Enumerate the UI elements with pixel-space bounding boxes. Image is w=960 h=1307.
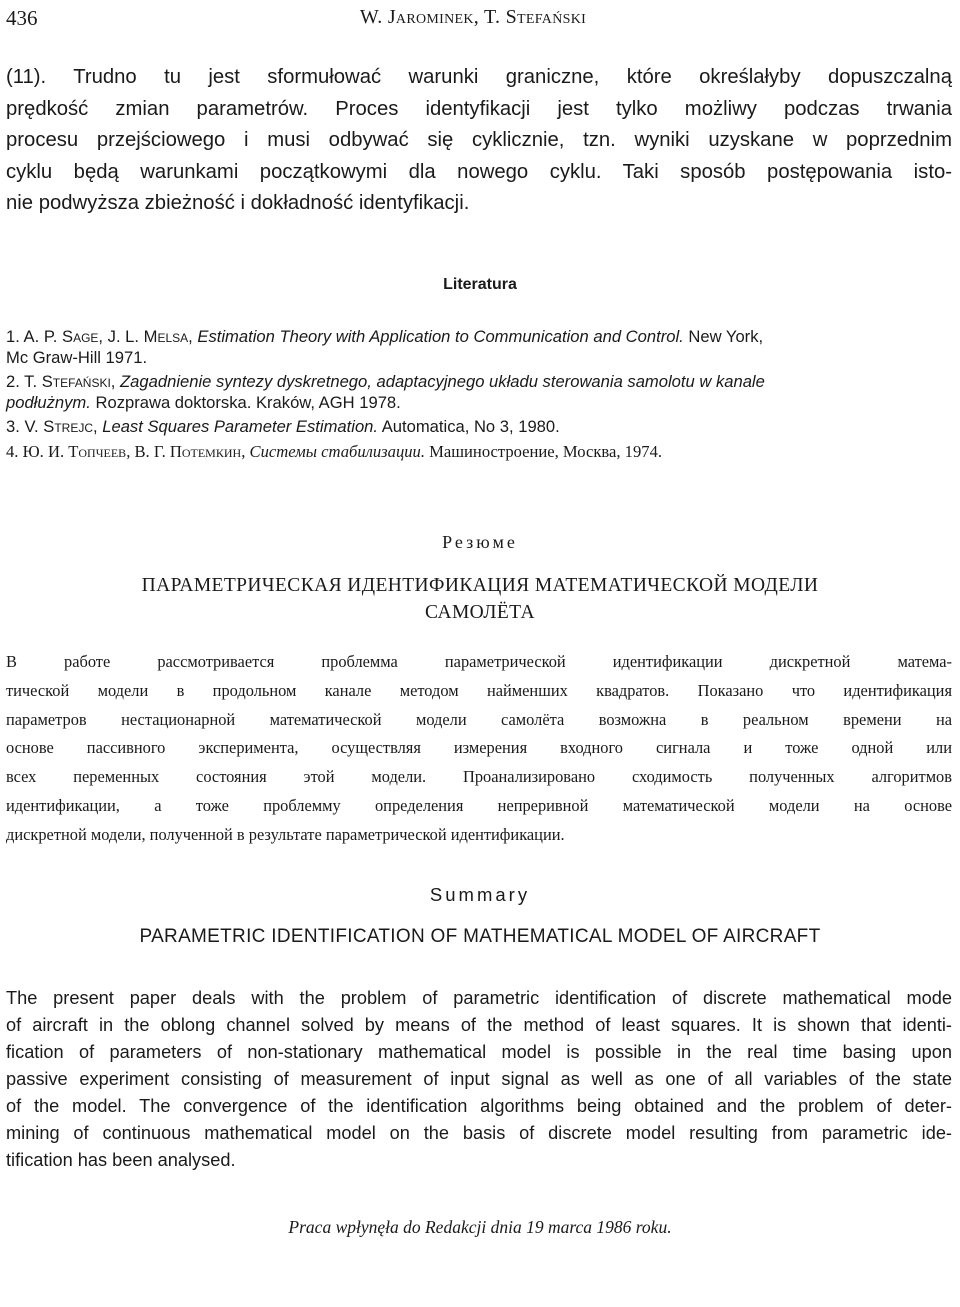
intro-line: cyklu będą warunkami początkowymi dla nowego cyklu. Taki sposób postępowania isto- [6,160,952,183]
resume-abstract [6,648,952,850]
reference-list [6,327,952,462]
intro-line: procesu przejściowego i musi odbywać się cyklicznie, tzn. wyniki uzyskane w poprzednim [6,129,952,151]
received-note: Praca wpłynęła do Redakcji dnia 19 marca 1986 roku. [288,1217,672,1237]
reference-item [6,372,952,413]
running-head: W. Jarominek, T. Stefański [359,6,587,28]
reference-separator: , [92,417,98,436]
summary-line: The present paper deals with the problem of parametric identification of discrete mathematical mode [6,988,952,1008]
reference-title: Системы стабилизации. [249,441,425,461]
summary-line: fication of parameters of non-stationary mathematical model is possible in the real time basing upon [6,1042,952,1062]
reference-item [6,442,952,463]
reference-continuation: Rozprawa doktorska. Kraków, AGH 1978. [95,392,401,412]
reference-author: Потемкин [169,441,242,461]
literatura-heading: Literatura [443,276,517,293]
reference-number: 4. [6,441,19,461]
resume-title [0,572,960,626]
intro-line: prędkość zmian parametrów. Proces identyfikacji jest tylko możliwy podczas trwania [6,97,952,120]
reference-title-continuation: podłużnym. [6,392,91,412]
summary-line: tification has been analysed. [6,1150,236,1170]
reference-separator: , [188,327,193,346]
resume-line: идентификации, а тоже проблемму определения непреривной математической модели на основе [6,795,952,815]
resume-line: тической модели в продольном канале методом найменших квадратов. Показано что идентификация [6,680,952,700]
intro-paragraph [6,62,952,220]
summary-line: passive experiment consisting of measurement of input signal as well as one of all variables of the state [6,1069,952,1089]
resume-line: дискретной модели, полученной в результате параметрической идентификации. [6,824,565,844]
summary-abstract [6,985,952,1174]
resume-line: параметров нестационарной математической модели самолёта возможна в реальном времени на [6,709,952,729]
summary-line: of the model. The convergence of the identification algorithms being obtained and the problem of deter- [6,1096,952,1116]
intro-line: (11). Trudno tu jest sformułować warunki graniczne, które określałyby dopuszczalną [6,66,952,88]
reference-author: Melsa [143,327,189,346]
resume-heading: Резюме [442,532,518,552]
reference-publisher: Машиностроение, Москва, 1974. [429,441,663,461]
reference-author: Strejc [43,417,93,436]
reference-continuation: Mc Graw-Hill 1971. [6,347,148,367]
reference-separator: , [110,372,116,391]
summary-line: of aircraft in the oblong channel solved by means of the method of least squares. It is shown that identi- [6,1015,952,1035]
page-header [6,6,940,36]
reference-title: Zagadnienie syntezy dyskretnego, adaptacyjnego układu sterowania samolotu w kanale [120,372,765,391]
reference-item [6,417,952,438]
summary-line: mining of continuous mathematical model on the basis of discrete model resulting from parametric ide- [6,1123,952,1143]
resume-title-line: САМОЛЁТА [425,602,535,623]
summary-title: PARAMETRIC IDENTIFICATION OF MATHEMATICAL MODEL OF AIRCRAFT [139,926,821,947]
reference-number: 2. [6,372,20,391]
page-number: 436 [6,6,38,30]
resume-line: всех переменных состояния этой модели. Проанализировано сходимость полученных алгоритмов [6,767,952,787]
intro-line: nie podwyższa zbieżność i dokładność identyfikacji. [6,192,470,214]
reference-separator: , [241,441,246,461]
summary-heading: Summary [429,884,531,905]
reference-publisher: New York, [688,327,764,346]
reference-title: Estimation Theory with Application to Communication and Control. [197,327,684,346]
reference-initials: T. [24,372,38,391]
reference-number: 1. [6,327,20,346]
reference-initials: , В. Г. [126,441,166,461]
reference-initials: , J. L. [98,327,139,346]
reference-initials: Ю. И. [22,441,65,461]
reference-initials: V. [24,417,39,436]
reference-initials: A. P. [23,327,58,346]
reference-title: Least Squares Parameter Estimation. [102,417,379,436]
reference-author: Stefański [41,372,111,391]
reference-item [6,327,952,368]
resume-title-line: ПАРАМЕТРИЧЕСКАЯ ИДЕНТИФИКАЦИЯ МАТЕМАТИЧЕСКОЙ МОДЕЛИ [141,575,819,596]
reference-number: 3. [6,417,20,436]
resume-line: основе пассивного эксперимента, осуществляя измерения входного сигнала и тоже одной или [6,738,952,758]
resume-line: В работе рассмотривается проблемма параметрической идентификации дискретной матема- [6,652,952,671]
reference-author: Топчеев [68,441,127,461]
reference-author: Sage [62,327,99,346]
reference-publisher: Automatica, No 3, 1980. [381,417,560,436]
